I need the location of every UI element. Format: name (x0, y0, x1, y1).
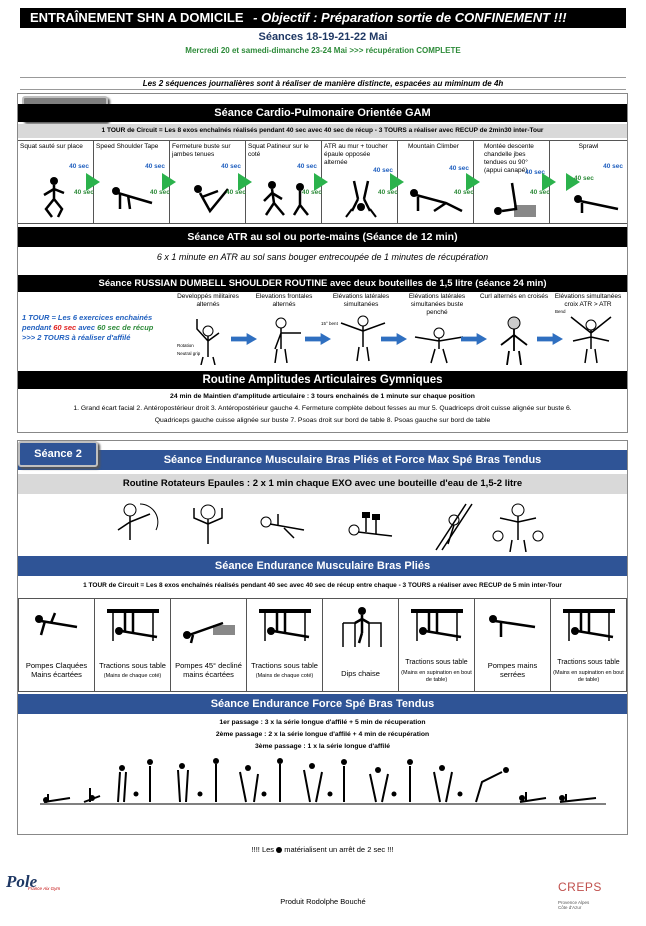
endurance-exercise-sub: (Mains en supination en bout de table) (553, 670, 624, 683)
bent-label: 15° bent (321, 321, 338, 326)
close-grip-pushup-figure (485, 607, 541, 643)
endurance-exercise-3 (171, 599, 247, 691)
cardio-exercise-time: 40 sec (603, 163, 623, 170)
russian-tour-line2 (22, 323, 182, 333)
endurance-exercise-2 (95, 599, 171, 691)
endurance-exercise-sub: (Mains de chaque coté) (103, 673, 162, 679)
rotator-figure-1 (110, 500, 170, 550)
pause-footnote-post: matérialisent un arrêt de 2 sec !!! (284, 845, 394, 854)
candle-figure (490, 179, 540, 221)
russian-exercise-name: Curl alternés en croisés (479, 293, 549, 300)
decline-pushup-figure (179, 605, 239, 645)
rest-time-label: 40 sec (454, 189, 474, 196)
creps-logo-sub: Provence Alpes Côte d'Azur (558, 899, 590, 910)
table-row-figure (559, 607, 619, 643)
cardio-exercise-7 (474, 141, 550, 223)
bent-over-raise-figure (409, 319, 469, 365)
table-row-figure (255, 607, 315, 643)
neutral-grip-label: Neutral grip (177, 351, 201, 356)
long-series-sequence (40, 758, 606, 814)
endurance-circuit: 1 TOUR de Circuit = Les 8 exos enchaînés réalisés pendant 40 sec avec 40 sec de récup entre chaque - 3 TOURS a réaliser avec RECUP de 5 min inter-Tour (83, 582, 562, 589)
sessions-dates: Séances 18-19-21-22 Mai (258, 31, 388, 43)
table-row-figure (407, 607, 467, 643)
rest-time-label: 40 sec (150, 189, 170, 196)
squat-jump-figure (32, 175, 76, 219)
atr-title: Séance ATR au sol ou porte-mains (Séance de 12 min) (18, 227, 627, 247)
cardio-exercise-4 (246, 141, 322, 223)
rotation-label: Rotation (177, 343, 194, 348)
cardio-circuit: 1 TOUR de Circuit = Les 8 exos enchaînés réalisés pendant 40 sec avec 40 sec de récup - 3 TOURS a réaliser avec RECUP de 2min30 inter-Tour (18, 124, 627, 138)
cross-raise-figure (563, 311, 619, 365)
cardio-exercise-time: 40 sec (525, 169, 545, 176)
russian-tour-pendant: pendant (22, 323, 52, 332)
endurance-exercise-name: Tractions sous table (557, 659, 620, 666)
routine-title: Routine Amplitudes Articulaires Gymniques (18, 371, 627, 389)
clap-pushup-figure (31, 607, 83, 643)
cardio-exercise-name: Sprawl (578, 143, 599, 150)
routine-line1: 24 min de Maintien d'amplitude articulaire : 3 tours enchainés de 1 minute sur chaque position (170, 393, 475, 400)
table-row-figure (103, 607, 163, 643)
routine-line3: Quadriceps gauche cuisse alignée sur buste 7. Psoas droit sur bord de table 8. Psoas gauche sur bord de table (154, 417, 491, 424)
creps-logo-text: CREPS (558, 880, 602, 894)
russian-exercise-name: Elévations simultanées croix ATR > ATR (554, 293, 622, 308)
pole-logo-sub: France Aix Gym (28, 886, 61, 891)
handstand-figure (340, 177, 382, 221)
force-pass-2: 2ème passage : 2 x la série longue d'affilé + 4 min de récupération (215, 731, 430, 738)
russian-tour-line1: 1 TOUR = Les 6 exercices enchainés (22, 313, 153, 322)
rotator-figure-6 (490, 500, 546, 552)
rest-time-label: 40 sec (530, 189, 550, 196)
cardio-exercise-3 (170, 141, 246, 223)
endurance-exercise-name: Tractions sous table (251, 661, 318, 670)
russian-exercise-name: Elévations latérales simultanées (332, 293, 390, 308)
cardio-exercise-time: 40 sec (297, 163, 317, 170)
rotator-figure-5 (426, 500, 476, 552)
next-arrow-icon (305, 333, 331, 345)
sequence-note: Les 2 séquences journalières sont à réaliser de manière distincte, espacées au miminum de 4h (20, 77, 626, 90)
endurance-exercise-name: Tractions sous table (99, 661, 166, 670)
recovery-note: Mercredi 20 et samedi-dimanche 23-24 Mai >>> récupération COMPLETE (185, 46, 461, 55)
russian-tour-line3: >>> 2 TOURS à réaliser d'affilé (22, 333, 131, 342)
russian-exercise-row (175, 293, 625, 369)
cardio-exercise-name: Montée descente chandelle jbes tendues ou 90° (appui canapé) (484, 143, 534, 174)
next-arrow-icon (231, 333, 257, 345)
header-title-bar (20, 8, 626, 28)
rotateurs-figures (18, 496, 627, 554)
russian-exercise-name: Elévations latérales simultanées buste penché (408, 293, 466, 316)
cross-curl-figure (487, 313, 541, 365)
cardio-exercise-name: Squat sauté sur place (20, 143, 83, 150)
cardio-exercise-name: ATR au mur + toucher épaule opposée alternée (324, 143, 388, 166)
endurance-exercise-sub: (Mains de chaque coté) (255, 673, 314, 679)
cardio-exercise-name: Fermeture buste sur jambes tenues (172, 143, 231, 158)
endurance-exercise-8 (551, 599, 626, 691)
russian-tour-avec: avec (78, 323, 95, 332)
cardio-exercise-2 (94, 141, 170, 223)
rest-time-label: 40 sec (74, 189, 94, 196)
cardio-title: Séance Cardio-Pulmonaire Orientée GAM (18, 104, 627, 122)
routine-line2: 1. Grand écart facial 2. Antéropostérieur droit 3. Antéropostérieur gauche 4. Fermeture complète debout fesses au mur 5. Quadriceps droit cuisse alignée sur buste 6. (73, 405, 572, 412)
atr-desc: 6 x 1 minute en ATR au sol sans bouger entrecoupée de 1 minutes de récupération (156, 252, 489, 262)
cardio-exercise-time: 40 sec (145, 163, 165, 170)
pole-logo-text: Pole (6, 872, 38, 891)
pause-footnote (18, 845, 627, 854)
front-raise-figure (261, 313, 307, 363)
endurance-exercise-name: Pompes mains serrées (487, 661, 538, 679)
cardio-exercise-time: 40 sec (69, 163, 89, 170)
cardio-exercise-time: 40 sec (373, 167, 393, 174)
page-objective: - Objectif : Préparation sortie de CONFINEMENT !!! (253, 10, 567, 25)
rest-time-label: 40 sec (226, 189, 246, 196)
v-sit-figure (184, 179, 234, 219)
russian-tour-recup: 60 sec de récup (97, 323, 154, 332)
military-press-figure (185, 315, 231, 365)
seance2-main-title: Séance Endurance Musculaire Bras Pliés et Force Max Spé Bras Tendus (18, 450, 627, 470)
russian-exercise-name: Elevations frontales alternés (255, 293, 313, 308)
cardio-exercise-time: 40 sec (449, 165, 469, 172)
rotator-figure-3 (254, 508, 314, 548)
cardio-exercise-1 (18, 141, 94, 223)
bend-label: Bend (555, 309, 566, 314)
cardio-exercise-name: Squat Patineur sur le coté (248, 143, 309, 158)
seance2-tab-label: Séance 2 (34, 448, 82, 460)
endurance-exercise-name: Pompes 45° decliné mains écartées (175, 661, 242, 679)
endurance-title: Séance Endurance Musculaire Bras Pliés (18, 556, 627, 576)
seance2-tab[interactable] (18, 441, 98, 467)
rest-time-label: 40 sec (378, 189, 398, 196)
cardio-exercise-6 (398, 141, 474, 223)
pause-dot-icon (276, 847, 282, 853)
footer-credit: Produit Rodolphe Bouché (280, 897, 366, 906)
rotator-figure-4 (344, 506, 404, 550)
endurance-exercise-4 (247, 599, 323, 691)
russian-exercise-name: Developpés militaires alternés (177, 293, 239, 308)
russian-tour-60: 60 sec (53, 323, 77, 332)
russian-tour-info (22, 313, 182, 343)
cardio-exercise-name: Speed Shoulder Tape (96, 143, 159, 150)
rest-time-label: 40 sec (302, 189, 322, 196)
skater-squat-figure (256, 177, 312, 219)
pole-logo (6, 872, 70, 904)
cardio-exercise-time: 40 sec (221, 163, 241, 170)
endurance-exercise-5 (323, 599, 399, 691)
plank-figure (108, 181, 158, 217)
rotateurs-title: Routine Rotateurs Epaules : 2 x 1 min chaque EXO avec une bouteille d'eau de 1,5-2 litre (18, 474, 627, 494)
chair-dips-figure (337, 603, 387, 651)
endurance-exercise-grid (18, 598, 627, 692)
endurance-exercise-1 (19, 599, 95, 691)
rotator-figure-2 (186, 500, 230, 550)
force-pass-3: 3ème passage : 1 x la série longue d'affilé (255, 743, 390, 750)
endurance-exercise-name: Pompes Claquées Mains écartées (25, 661, 88, 679)
cardio-exercise-name: Mountain Climber (408, 143, 459, 150)
rest-time-label: 40 sec (574, 175, 594, 182)
page-title: ENTRAÎNEMENT SHN A DOMICILE (30, 10, 244, 25)
force-title: Séance Endurance Force Spé Bras Tendus (18, 694, 627, 714)
endurance-exercise-name: Tractions sous table (405, 659, 468, 666)
endurance-exercise-6 (399, 599, 475, 691)
endurance-exercise-sub: (Mains en supination en bout de table) (401, 670, 472, 683)
endurance-exercise-7 (475, 599, 551, 691)
cardio-exercise-row (18, 140, 627, 224)
cardio-exercise-5 (322, 141, 398, 223)
creps-logo (558, 878, 642, 910)
sprawl-figure (570, 191, 624, 217)
russian-title: Séance RUSSIAN DUMBELL SHOULDER ROUTINE avec deux bouteilles de 1,5 litre (séance 24 min) (18, 275, 627, 292)
force-pass-1: 1er passage : 3 x la série longue d'affilé + 5 min de récuperation (219, 719, 426, 726)
pause-footnote-pre: !!!! Les (251, 845, 275, 854)
endurance-exercise-name: Dips chaise (341, 669, 380, 678)
